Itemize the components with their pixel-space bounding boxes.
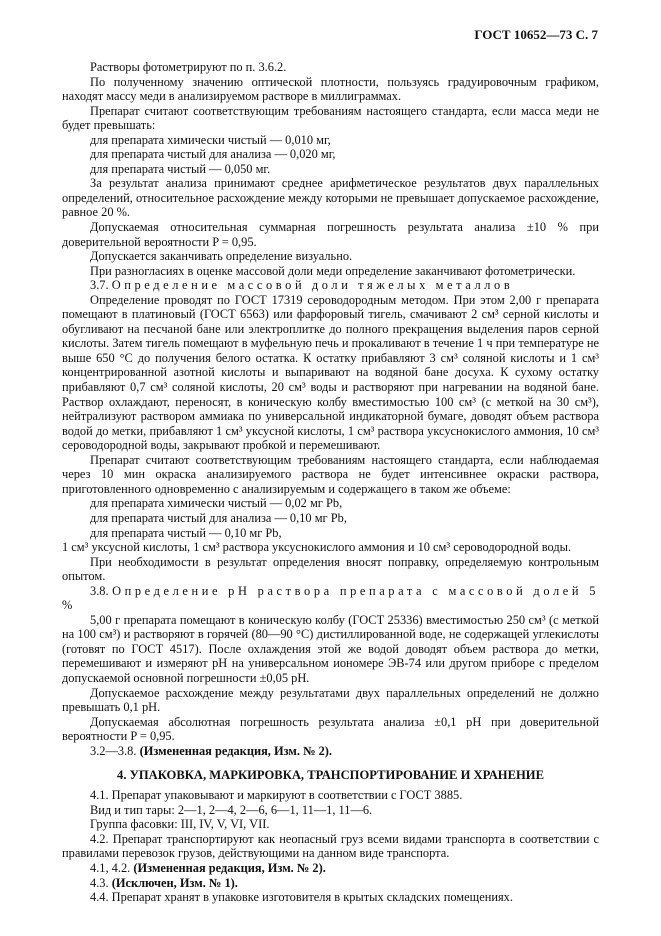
paragraph: 4.4. Препарат хранят в упаковке изготовителя в крытых складских помещениях. [90, 890, 513, 905]
subsection-title: Определение массовой доли тяжелых металлов [111, 278, 514, 293]
section-heading: 4. УПАКОВКА, МАРКИРОВКА, ТРАНСПОРТИРОВАНИЕ И ХРАНЕНИЕ [117, 768, 544, 783]
subsection-number: 3.7. [90, 278, 112, 293]
paragraph: Растворы фотометрируют по п. 3.6.2. [90, 60, 287, 74]
paragraph: 5,00 г препарата помещают в коническую колбу (ГОСТ 25336) вместимостью 250 см³ (с меткой на 100 см³) и растворяют в горячей (80—90 °С) дистиллированной воде, не содержащей углекислоты (готовят по ГОСТ 4517). После охлаждения этой же водой доводят объем раствора до метки, перемешивают и измеряют pH на универсальном иономере ЭВ-74 или другом приборе с пределом допускаемой основной погрешности ±0,05 pH. [62, 612, 599, 685]
paragraph: Препарат считают соответствующим требованиям настоящего стандарта, если наблюдаемая через 10 мин окраска анализируемого раствора не будет интенсивнее окраски раствора, приготовленного одновременно с анализируемым и содержащего в таком же объеме: [62, 452, 599, 496]
list-item: для препарата химически чистый — 0,02 мг Pb, [90, 496, 343, 511]
list-item: для препарата чистый — 0,050 мг. [90, 161, 271, 176]
paragraph: Вид и тип тары: 2—1, 2—4, 2—6, 6—1, 11—1, 11—6. [90, 802, 373, 817]
paragraph: 1 см³ уксусной кислоты, 1 см³ раствора уксуснокислого аммония и 10 см³ сероводородной воды. [62, 540, 572, 555]
paragraph: При необходимости в результат определения вносят поправку, определяемую контрольным опытом. [62, 554, 599, 584]
list-item: для препарата чистый — 0,10 мг Pb, [90, 525, 282, 540]
paragraph: Препарат считают соответствующим требованиям настоящего стандарта, если масса меди не будет превышать: [62, 103, 599, 133]
subsection-heading-3-8 [62, 584, 599, 613]
amendment-text: (Измененная редакция, Изм. № 2). [133, 860, 326, 875]
amendment-text: (Измененная редакция, Изм. № 2). [139, 743, 333, 758]
list-item: для препарата чистый для анализа — 0,10 мг Pb, [90, 510, 347, 525]
amendment-text: (Исключен, Изм. № 1). [111, 875, 238, 890]
amendment-number: 4.3. [90, 875, 112, 890]
amendment-number: 3.2—3.8. [90, 743, 140, 758]
paragraph: При разногласиях в оценке массовой доли меди определение заканчивают фотометрически. [90, 263, 576, 278]
subsection-heading-3-7 [62, 278, 599, 293]
list-item: для препарата химически чистый — 0,010 мг, [90, 132, 331, 147]
paragraph: Допускаемая относительная суммарная погрешность результата анализа ±10 % при доверительной вероятности P = 0,95. [62, 220, 599, 249]
list-item: для препарата чистый для анализа — 0,020 мг, [90, 147, 336, 162]
paragraph: Группа фасовки: III, IV, V, VI, VII. [90, 817, 270, 832]
subsection-number: 3.8. [90, 583, 113, 598]
amendment-note [62, 744, 599, 759]
paragraph: 4.2. Препарат транспортируют как неопасный груз всеми видами транспорта в соответствии с правилами перевозок грузов, действующими на данном виде транспорта. [62, 831, 599, 861]
paragraph: Допускается заканчивать определение визуально. [90, 249, 353, 264]
amendment-note [62, 861, 599, 876]
amendment-number: 4.1, 4.2. [90, 860, 134, 875]
paragraph: 4.1. Препарат упаковывают и маркируют в соответствии с ГОСТ 3885. [90, 788, 463, 803]
page-header: ГОСТ 10652—73 С. 7 [474, 27, 598, 42]
paragraph: Допускаемое расхождение между результатами двух параллельных определений не должно превышать 0,1 pH. [62, 685, 599, 715]
amendment-note [62, 876, 599, 891]
subsection-title: Определение pH раствора препарата с массовой долей 5 % [62, 583, 599, 613]
document-body [62, 60, 599, 905]
paragraph: Определение проводят по ГОСТ 17319 сероводородным методом. При этом 2,00 г препарата помещают в платиновый (ГОСТ 6563) или фарфоровый тигель, смачивают 2 см³ серной кислоты и обугливают на песчаной бане или электроплитке до полного прекращения выделения паров серной кислоты. Затем тигель помещают в муфельную печь и прокаливают в течение 1 ч при температуре не выше 650 °С до получения белого остатка. К остатку прибавляют 3 см³ соляной кислоты и 1 см³ концентрированной азотной кислоты и выпаривают на водяной бане досуха. К сухому остатку прибавляют 0,7 см³ соляной кислоты, 20 см³ воды и растворяют при нагревании на водяной бане. Раствор охлаждают, переносят, в коническую колбу вместимостью 100 см³ (с меткой на 30 см³), нейтрализуют раствором аммиака по универсальной индикаторной бумаге, доводят объем раствора водой до метки, прибавляют 1 см³ уксусной кислоты, 1 см³ раствора уксуснокислого аммония, 10 см³ сероводородной воды, закрывают пробкой и перемешивают. [62, 292, 599, 453]
paragraph: За результат анализа принимают среднее арифметическое результатов двух параллельных определений, относительное расхождение между которыми не превышает допускаемое расхождение, равное 20 %. [62, 176, 599, 220]
paragraph: Допускаемая абсолютная погрешность результата анализа ±0,1 pH при доверительной вероятности P = 0,95. [62, 714, 599, 744]
paragraph: По полученному значению оптической плотности, пользуясь градуировочным графиком, находят массу меди в анализируемом растворе в миллиграммах. [62, 74, 599, 104]
